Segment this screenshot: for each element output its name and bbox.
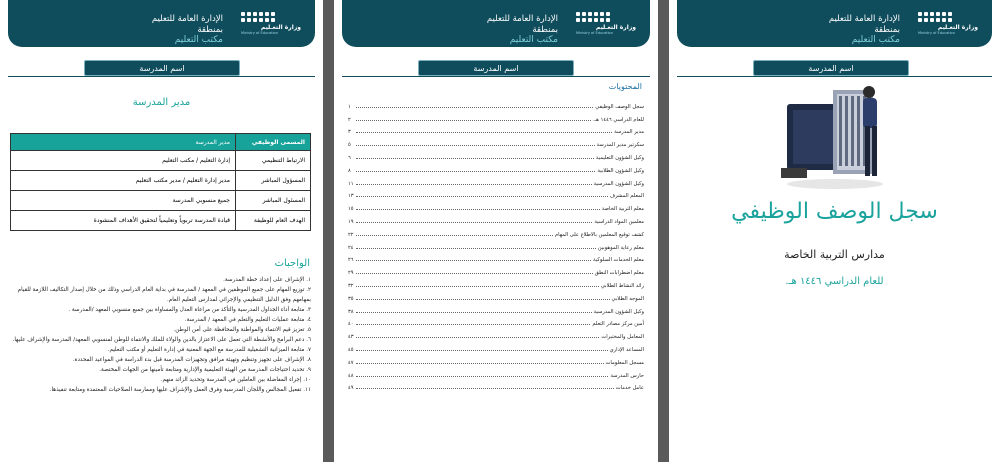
ministry-name-ar: وزارة التعـليم <box>937 24 978 31</box>
toc-leader <box>356 196 608 197</box>
toc-page: ١١ <box>348 180 354 187</box>
divider <box>677 76 992 77</box>
toc-leader <box>356 273 593 274</box>
toc-label: للعام الدراسي ١٤٤٦ هـ. <box>593 116 644 123</box>
ministry-logo <box>918 12 978 40</box>
toc-row[interactable] <box>348 289 644 302</box>
toc-page: ١٩ <box>348 218 354 225</box>
toc-label: المساعد الإداري <box>609 346 644 353</box>
toc-leader <box>356 184 592 185</box>
toc-label: الموجه الطلابي <box>611 295 644 302</box>
ministry-logo <box>241 12 301 40</box>
toc-row[interactable] <box>348 199 644 212</box>
list-item: ٨. الإشراف على تجهيز وتنظيم وتهيئة مرافق وتجهيزات المدرسة قبل بدء الدراسة في المواعيد المحددة. <box>72 357 311 363</box>
toc-row[interactable] <box>348 187 644 200</box>
toc-row[interactable] <box>348 212 644 225</box>
toc-row[interactable] <box>348 327 644 340</box>
duties-title: الواجبات <box>274 258 310 269</box>
toc-label: كشف توقيع المعلمين بالاطلاع على المهام <box>554 231 644 238</box>
toc-page: ٣٨ <box>348 308 354 315</box>
toc-row[interactable] <box>348 161 644 174</box>
toc-leader <box>356 312 592 313</box>
toc-leader <box>356 350 608 351</box>
school-name-tab: اسم المدرسة <box>753 60 909 76</box>
toc-row[interactable] <box>348 135 644 148</box>
toc-page: ٢٦ <box>348 257 354 264</box>
table-row: المسؤول المباشر مدير إدارة التعليم / مدير مكتب التعليم <box>11 171 311 191</box>
list-item: ٢. توزيع المهام على جميع الموظفين في المعهد / المدرسة في بداية العام الدراسي وذلك من خلال إصدار التكاليف اللازمة للقيام بمهامهم وفق الدليل التنظيمي والإجرائي لمدارس التعليم العام. <box>17 287 311 303</box>
page-cover <box>669 0 1000 462</box>
toc-page: ١٥ <box>348 206 354 213</box>
list-item: ٥. تعزيز قيم الانتماء والمواطنة والمحافظة على أمن الوطن. <box>173 327 311 333</box>
table-row: المسئول المباشر جميع منسوبي المدرسة <box>11 191 311 211</box>
cover-subtitle: مدارس التربية الخاصة <box>784 248 885 261</box>
toc-leader <box>356 248 596 249</box>
page-header <box>8 0 315 47</box>
toc-row[interactable] <box>348 340 644 353</box>
divider <box>8 76 315 77</box>
toc-row[interactable] <box>348 263 644 276</box>
toc-leader <box>356 171 595 172</box>
divider <box>342 76 650 77</box>
toc-row[interactable] <box>348 123 644 136</box>
toc-row[interactable] <box>348 366 644 379</box>
ministry-name-en: Ministry of Education <box>918 31 955 35</box>
table-row: الهدف العام للوظيفة قيادة المدرسة تربوياً وتعليمياً لتحقيق الأهداف المنشودة <box>11 211 311 231</box>
page-contents <box>334 0 658 462</box>
toc-leader <box>356 324 590 325</box>
toc-leader <box>356 209 600 210</box>
toc-leader <box>356 260 591 261</box>
toc-page: ٨ <box>348 167 351 174</box>
cover-year: للعام الدراسي ١٤٤٦ هـ. <box>785 276 884 287</box>
toc-row[interactable] <box>348 148 644 161</box>
toc-label: معلم رعاية الموهوبين <box>597 244 644 251</box>
toc-page: ٢٩ <box>348 270 354 277</box>
page-principal <box>0 0 323 462</box>
toc-page: ٤٠ <box>348 321 354 328</box>
toc-label: سكرتير مدير المدرسة <box>596 142 644 149</box>
toc-label: المعامل والمختبرات <box>601 334 644 341</box>
toc-row[interactable] <box>348 174 644 187</box>
toc-page: ٤٥ <box>348 346 354 353</box>
toc-page: ٦ <box>348 154 351 161</box>
toc-leader <box>356 107 593 108</box>
duties-list <box>10 275 311 395</box>
toc-label: وكيل الشؤون التعليمية <box>595 154 644 161</box>
list-item: ١. الإشراف على إعداد خطة المدرسة. <box>223 277 311 283</box>
toc-row[interactable] <box>348 315 644 328</box>
toc-list <box>348 97 644 391</box>
school-name-tab: اسم المدرسة <box>418 60 574 76</box>
toc-leader <box>356 145 595 146</box>
toc-page: ٣٢ <box>348 282 354 289</box>
toc-label: وكيل الشؤون المدرسية <box>593 308 644 315</box>
toc-row[interactable] <box>348 110 644 123</box>
list-item: ٩. تحديد احتياجات المدرسة من الهيئة التعليمية والإدارية ومتابعة تأمينها من الجهات المختصة. <box>99 367 311 373</box>
toc-label: معلم التربية الخاصة <box>601 206 644 213</box>
toc-label: مسجل المعلومات <box>605 359 644 366</box>
toc-leader <box>356 235 553 236</box>
toc-row[interactable] <box>348 276 644 289</box>
toc-label: وكيل الشؤون الطلابية <box>597 167 644 174</box>
toc-label: حارس المدرسة <box>610 372 644 379</box>
ministry-name-en: Ministry of Education <box>241 31 278 35</box>
job-info-table <box>10 133 311 231</box>
list-item: ٧. متابعة الميزانية التشغيلية للمدرسة مع الجهة المعنية في إدارة التعليم أو مكتب التعليم. <box>107 347 311 353</box>
toc-label: رائد النشاط الطلابي <box>600 282 644 289</box>
ministry-name-ar: وزارة التعـليم <box>595 24 636 31</box>
toc-label: سجل الوصف الوظيفي <box>595 103 644 110</box>
toc-page: ١٣ <box>348 193 354 200</box>
toc-row[interactable] <box>348 379 644 392</box>
toc-leader <box>356 120 591 121</box>
page-title: مدير المدرسة <box>132 97 191 108</box>
org-name: الإدارة العامة للتعليم بمنطقة مكتب التعليم <box>151 14 223 45</box>
toc-page: ٤٧ <box>348 359 354 366</box>
toc-label: معلم اضطرابات النطق <box>594 270 644 277</box>
org-name: الإدارة العامة للتعليم بمنطقة مكتب التعليم <box>828 14 900 45</box>
toc-row[interactable] <box>348 225 644 238</box>
toc-row[interactable] <box>348 251 644 264</box>
toc-page: ١ <box>348 103 351 110</box>
page-header <box>677 0 992 47</box>
list-item: ٤. متابعة عمليات التعليم والتعلم في المعهد / المدرسة. <box>184 317 311 323</box>
toc-label: وكيل الشؤون المدرسية <box>593 180 644 187</box>
list-item: ٦. دعم البرامج والأنشطة التي تعمل على الاعتزاز بالدين والولاء للملك والانتماء للوطن لمنسوبي المعهد/ المدرسة والإشراف عليها. <box>12 337 311 343</box>
toc-page: ٤٣ <box>348 334 354 341</box>
toc-label: عامل خدمات <box>615 385 644 392</box>
toc-page: ٢ <box>348 116 351 123</box>
table-row: الارتباط التنظيمي إدارة التعليم / مكتب التعليم <box>11 151 311 171</box>
toc-page: ٢٤ <box>348 244 354 251</box>
toc-label: المعلم المشرف <box>609 193 644 200</box>
ministry-name-ar: وزارة التعـليم <box>260 24 301 31</box>
toc-leader <box>356 158 594 159</box>
toc-leader <box>356 388 614 389</box>
toc-leader <box>356 132 612 133</box>
ministry-name-en: Ministry of Education <box>576 31 613 35</box>
table-row: المسمى الوظيفي مدير المدرسة <box>11 134 311 151</box>
list-item: ١١. تفعيل المجالس واللجان المدرسية وفرق العمل والإشراف عليها وممارسة الصلاحيات المعتمدة ومتابعة تنفيذها. <box>49 387 311 393</box>
toc-leader <box>356 286 599 287</box>
toc-label: معلم الخدمات السلوكية <box>593 257 644 264</box>
toc-page: ٥ <box>348 142 351 149</box>
toc-page: ٣ <box>348 129 351 136</box>
toc-page: ٤٩ <box>348 385 354 392</box>
toc-row[interactable] <box>348 302 644 315</box>
page-header <box>342 0 650 47</box>
toc-label: أمين مركز مصادر التعلم <box>592 321 644 328</box>
toc-leader <box>356 376 608 377</box>
toc-leader <box>356 222 592 223</box>
toc-row[interactable] <box>348 238 644 251</box>
toc-leader <box>356 337 599 338</box>
toc-label: مدير المدرسة <box>614 129 644 136</box>
toc-row[interactable] <box>348 97 644 110</box>
cover-illustration <box>779 82 891 190</box>
toc-label: معلمين المواد الدراسية <box>594 218 644 225</box>
list-item: ٣. متابعة أداء الجداول المدرسية والتأكد من مراعاة العدل والمساواة بين جميع منسوبي المعهد /المدرسة . <box>68 307 311 313</box>
toc-leader <box>356 363 604 364</box>
ministry-logo <box>576 12 636 40</box>
cover-title: سجل الوصف الوظيفي <box>731 199 938 224</box>
toc-page: ٣٥ <box>348 295 354 302</box>
toc-page: ٤٨ <box>348 372 354 379</box>
toc-page: ٢٢ <box>348 231 354 238</box>
org-name: الإدارة العامة للتعليم بمنطقة مكتب التعليم <box>486 14 558 45</box>
toc-leader <box>356 299 610 300</box>
list-item: ١٠. إجراء المفاضلة بين العاملين في المدرسة وتحديد الزائد منهم. <box>160 377 311 383</box>
toc-row[interactable] <box>348 353 644 366</box>
school-name-tab: اسم المدرسة <box>84 60 240 76</box>
toc-title: المحتويات <box>608 82 642 91</box>
